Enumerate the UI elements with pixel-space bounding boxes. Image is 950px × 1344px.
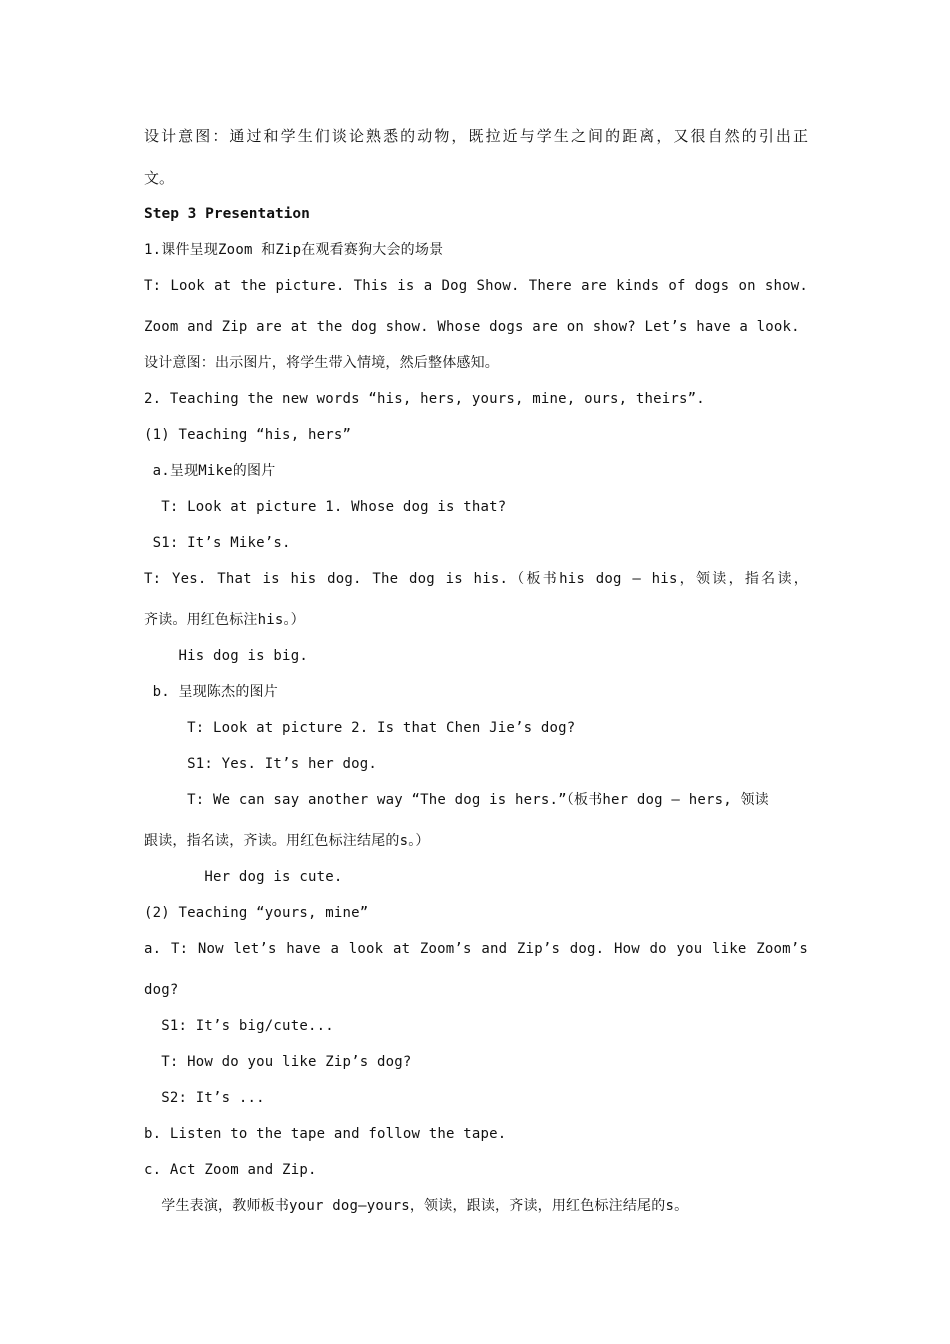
subsection-yours-mine: (2) Teaching “yours, mine” [144,905,369,921]
dialog-line: T: How do you like Zip’s dog? [144,1054,412,1070]
step-2-title: 2. Teaching the new words “his, hers, yours, mine, ours, theirs”. [144,391,705,407]
example-sentence: Her dog is cute. [144,869,343,885]
dialog-line-continued: 跟读，指名读，齐读。用红色标注结尾的s。） [144,833,430,849]
dialog-line: S1: It’s big/cute... [144,1018,334,1034]
teacher-line-dog-show: T: Look at the picture. This is a Dog Show. There are kinds of dogs on show. [144,278,808,294]
item-c-act: c. Act Zoom and Zip. [144,1162,317,1178]
dialog-line: T: We can say another way “The dog is hers.”（板书her dog — hers, 领读 [144,792,769,808]
step-1-title: 1.课件呈现Zoom 和Zip在观看赛狗大会的场景 [144,242,444,258]
dialog-line: S2: It’s ... [144,1090,265,1106]
design-intent-2: 设计意图：出示图片，将学生带入情境，然后整体感知。 [144,355,499,371]
item-b-listen: b. Listen to the tape and follow the tape. [144,1126,507,1142]
design-intent-paragraph-line-1: 设计意图：通过和学生们谈论熟悉的动物，既拉近与学生之间的距离，又很自然的引出正 [144,127,808,145]
section-heading: Step 3 Presentation [144,206,310,222]
item-a-continued: dog? [144,982,179,998]
dialog-line: T: Look at picture 2. Is that Chen Jie’s dog? [144,720,576,736]
dialog-line-continued: 齐读。用红色标注his。） [144,612,305,628]
dialog-line: S1: It’s Mike’s. [144,535,291,551]
dialog-line: T: Look at picture 1. Whose dog is that? [144,499,507,515]
dialog-line: S1: Yes. It’s her dog. [144,756,377,772]
item-a-mike: a.呈现Mike的图片 [144,463,276,479]
item-a-zoom-zip: a. T: Now let’s have a look at Zoom’s and Zip’s dog. How do you like Zoom’s [144,941,808,957]
item-b-chen-jie: b. 呈现陈杰的图片 [144,684,278,700]
teacher-line-have-a-look: Zoom and Zip are at the dog show. Whose dogs are on show? Let’s have a look. [144,319,800,335]
example-sentence: His dog is big. [144,648,308,664]
closing-note: 学生表演，教师板书your dog—yours，领读，跟读，齐读，用红色标注结尾的s。 [144,1198,689,1214]
subsection-his-hers: (1) Teaching “his, hers” [144,427,352,443]
design-intent-paragraph-line-2: 文。 [144,169,175,187]
dialog-line: T: Yes. That is his dog. The dog is his.（板书his dog — his，领读，指名读， [144,571,808,587]
